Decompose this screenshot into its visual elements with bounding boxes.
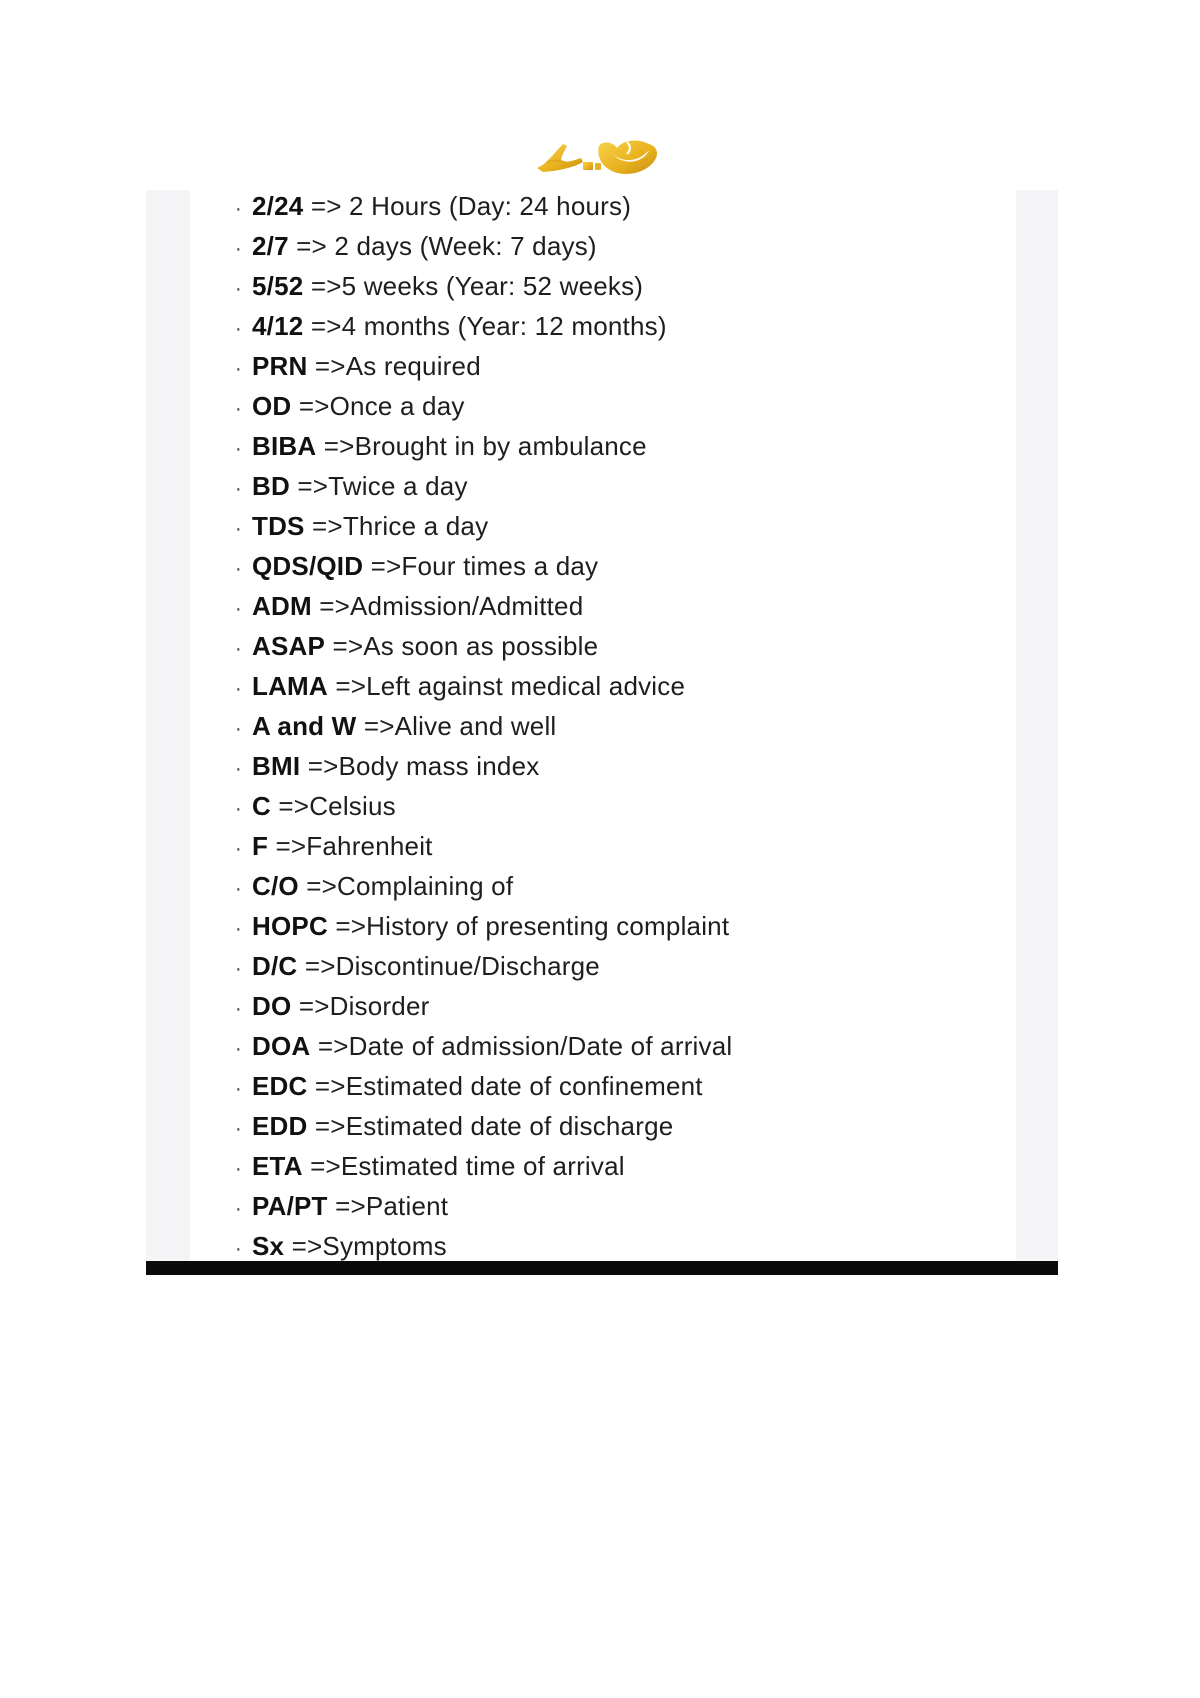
bullet-icon: · [235,358,242,380]
arrow-separator: => [327,671,367,701]
abbreviation: Sx [252,1231,285,1261]
abbreviation-meaning: Brought in by ambulance [354,431,647,461]
abbreviation-meaning: Discontinue/Discharge [335,951,600,981]
arrow-separator: => [297,951,336,981]
abbreviation-meaning: History of presenting complaint [366,911,730,941]
arrow-separator: => [303,311,342,341]
bullet-icon: · [235,198,242,220]
list-item [235,226,732,266]
list-item [235,626,732,666]
abbreviation: ADM [252,591,312,621]
abbreviation-meaning: Thrice a day [342,511,489,541]
arrow-separator: => [363,551,402,581]
abbreviation-meaning: Disorder [329,991,430,1021]
bullet-icon: · [235,1238,242,1260]
abbreviation-meaning: 4 months (Year: 12 months) [341,311,667,341]
list-item [235,506,732,546]
list-item [235,1226,732,1266]
abbreviation: A and W [252,711,357,741]
arrow-separator: => [300,751,339,781]
arrow-separator: => [307,1111,346,1141]
abbreviation-meaning: Patient [365,1191,449,1221]
list-item [235,826,732,866]
abbreviation-meaning: 2 Hours (Day: 24 hours) [349,191,632,221]
list-item [235,346,732,386]
bullet-icon: · [235,518,242,540]
list-item [235,186,732,226]
abbreviation-meaning: Once a day [329,391,465,421]
arrow-separator: => [289,471,329,501]
bullet-icon: · [235,278,242,300]
bullet-icon: · [235,838,242,860]
abbreviation: HOPC [252,911,328,941]
list-item [235,1066,732,1106]
arrow-separator: => [288,231,335,261]
abbreviation: D/C [252,951,298,981]
arrow-separator: => [291,391,330,421]
abbreviation: BD [252,471,290,501]
list-item [235,906,732,946]
arrow-separator: => [270,791,310,821]
abbreviation-meaning: Fahrenheit [306,831,433,861]
abbreviation: TDS [252,511,305,541]
list-item [235,426,732,466]
list-item [235,786,732,826]
bullet-icon: · [235,478,242,500]
list-item [235,946,732,986]
list-item [235,306,732,346]
list-item [235,986,732,1026]
bullet-icon: · [235,318,242,340]
abbreviation-meaning: Complaining of [337,871,514,901]
abbreviation: PA/PT [252,1191,328,1221]
abbreviation: DOA [252,1031,311,1061]
arrow-separator: => [325,631,364,661]
abbreviation: ETA [252,1151,303,1181]
arrow-separator: => [316,431,355,461]
abbreviation: BIBA [252,431,317,461]
list-item [235,666,732,706]
abbreviation: 4/12 [252,311,304,341]
list-item [235,466,732,506]
list-item [235,386,732,426]
arrow-separator: => [298,871,338,901]
abbreviation: F [252,831,269,861]
bullet-icon: · [235,718,242,740]
bullet-icon: · [235,958,242,980]
abbreviation: EDC [252,1071,308,1101]
bullet-icon: · [235,438,242,460]
abbreviation: 2/24 [252,191,304,221]
gold-calligraphy-logo-icon [533,138,667,178]
abbreviation-meaning: Estimated date of discharge [345,1111,674,1141]
list-item [235,866,732,906]
abbreviation-meaning: Date of admission/Date of arrival [348,1031,733,1061]
abbreviation-meaning: As soon as possible [363,631,599,661]
abbreviation-meaning: Symptoms [322,1231,447,1261]
bullet-icon: · [235,878,242,900]
bullet-icon: · [235,678,242,700]
bullet-icon: · [235,558,242,580]
abbreviation: C [252,791,271,821]
bullet-icon: · [235,1038,242,1060]
abbreviation-list [235,186,732,1266]
arrow-separator: => [327,911,367,941]
list-item [235,1146,732,1186]
arrow-separator: => [302,1151,341,1181]
arrow-separator: => [303,271,342,301]
arrow-separator: => [307,1071,346,1101]
bullet-icon: · [235,1198,242,1220]
list-item [235,266,732,306]
bullet-icon: · [235,998,242,1020]
abbreviation-meaning: Left against medical advice [366,671,686,701]
abbreviation-meaning: Body mass index [338,751,540,781]
bullet-icon: · [235,1078,242,1100]
list-item [235,1026,732,1066]
bullet-icon: · [235,398,242,420]
abbreviation-meaning: Estimated time of arrival [340,1151,625,1181]
abbreviation: 2/7 [252,231,289,261]
abbreviation: QDS/QID [252,551,364,581]
abbreviation-meaning: Celsius [309,791,396,821]
abbreviation: C/O [252,871,299,901]
abbreviation: EDD [252,1111,308,1141]
arrow-separator: => [311,591,351,621]
arrow-separator: => [310,1031,349,1061]
abbreviation-meaning: Admission/Admitted [350,591,584,621]
bullet-icon: · [235,598,242,620]
bullet-icon: · [235,238,242,260]
abbreviation-meaning: Twice a day [328,471,468,501]
arrow-separator: => [268,831,307,861]
list-item [235,1106,732,1146]
abbreviation: PRN [252,351,308,381]
list-item [235,546,732,586]
abbreviation-meaning: 2 days (Week: 7 days) [334,231,597,261]
list-item [235,1186,732,1226]
abbreviation: OD [252,391,292,421]
abbreviation-meaning: Four times a day [401,551,599,581]
bullet-icon: · [235,918,242,940]
arrow-separator: => [356,711,395,741]
abbreviation: DO [252,991,292,1021]
bottom-bar [146,1261,1058,1275]
bullet-icon: · [235,758,242,780]
bullet-icon: · [235,1158,242,1180]
list-item [235,586,732,626]
bullet-icon: · [235,638,242,660]
list-item [235,746,732,786]
arrow-separator: => [291,991,330,1021]
bullet-icon: · [235,798,242,820]
list-item [235,706,732,746]
arrow-separator: => [304,511,343,541]
abbreviation: BMI [252,751,301,781]
abbreviation-meaning: Alive and well [394,711,557,741]
abbreviation-meaning: Estimated date of confinement [345,1071,703,1101]
bullet-icon: · [235,1118,242,1140]
abbreviation: LAMA [252,671,328,701]
abbreviation: ASAP [252,631,326,661]
abbreviation-meaning: As required [345,351,481,381]
abbreviation: 5/52 [252,271,304,301]
arrow-separator: => [284,1231,323,1261]
abbreviation-meaning: 5 weeks (Year: 52 weeks) [341,271,644,301]
arrow-separator: => [307,351,346,381]
arrow-separator: => [327,1191,366,1221]
arrow-separator: => [303,191,350,221]
